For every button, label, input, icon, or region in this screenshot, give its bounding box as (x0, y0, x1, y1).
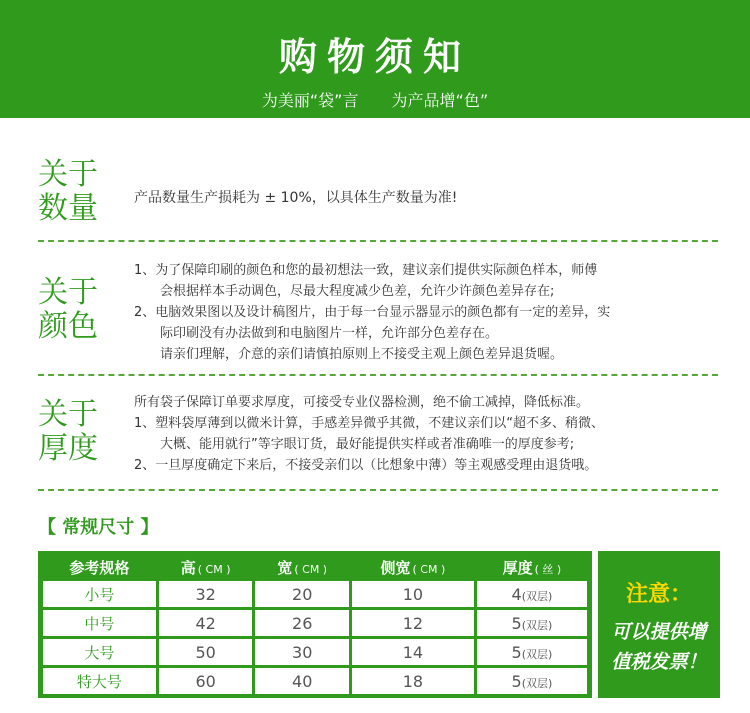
thickness-cell: 5(双层) (477, 668, 587, 694)
column-header: 厚度 ( 丝 ) (477, 556, 587, 578)
column-header: 参考规格 (43, 556, 156, 578)
table-row (43, 610, 587, 636)
side-width-cell: 12 (352, 610, 474, 636)
section-color (38, 258, 718, 366)
section-content (134, 392, 604, 476)
section-label-line: 厚度 (38, 431, 98, 466)
thickness-cell: 5(双层) (477, 610, 587, 636)
table-row (43, 668, 587, 694)
note-text (604, 617, 714, 677)
size-name: 小号 (43, 581, 156, 607)
invoice-note (598, 551, 720, 698)
content-line: 1、塑料袋厚薄到以微米计算，手感差异微乎其微，不建议亲们以“超不多、稍微、 (134, 416, 605, 431)
height-cell: 32 (159, 581, 253, 607)
size-name: 中号 (43, 610, 156, 636)
height-cell: 50 (159, 639, 253, 665)
table-header-row (43, 556, 587, 578)
section-label (38, 276, 118, 344)
section-thickness (38, 392, 718, 482)
divider (38, 240, 718, 242)
section-quantity (38, 158, 718, 224)
size-name: 大号 (43, 639, 156, 665)
section-label (38, 398, 118, 466)
width-cell: 26 (255, 610, 349, 636)
spec-title: 【 常规尺寸 】 (38, 517, 159, 538)
content-line: 所有袋子保障订单要求厚度，可接受专业仪器检测，绝不偷工减掉，降低标准。 (134, 395, 590, 410)
column-header: 高 ( CM ) (159, 556, 253, 578)
content-line: 会根据样本手动调色，尽最大程度减少色差，允许少许颜色差异存在; (160, 284, 555, 299)
size-name: 特大号 (43, 668, 156, 694)
subtitle-left: 为美丽“袋”言 (261, 91, 359, 110)
table-row (43, 581, 587, 607)
column-header: 侧宽 ( CM ) (352, 556, 474, 578)
content-line: 1、为了保障印刷的颜色和您的最初想法一致，建议亲们提供实际颜色样本，师傅 (134, 263, 598, 278)
section-content (134, 260, 610, 365)
page-subtitle (0, 88, 750, 111)
subtitle-right: 为产品增“色” (391, 91, 489, 110)
note-line: 可以提供增 (611, 621, 707, 643)
divider (38, 489, 718, 491)
divider (38, 374, 718, 376)
height-cell: 60 (159, 668, 253, 694)
section-label-line: 关于 (38, 397, 98, 432)
width-cell: 20 (255, 581, 349, 607)
content-line: 请亲们理解，介意的亲们请慎拍原则上不接受主观上颜色差异退货喔。 (160, 347, 564, 362)
height-cell: 42 (159, 610, 253, 636)
header-banner (0, 0, 750, 118)
content-line: 际印刷没有办法做到和电脑图片一样，允许部分色差存在。 (160, 326, 499, 341)
side-width-cell: 18 (352, 668, 474, 694)
section-label (38, 158, 118, 226)
section-label-line: 颜色 (38, 309, 98, 344)
note-title: 注意： (625, 582, 692, 607)
size-table-grid (40, 553, 590, 697)
size-table (38, 551, 592, 698)
side-width-cell: 10 (352, 581, 474, 607)
content-line: 大概、能用就行”等字眼订货，最好能提供实样或者准确唯一的厚度参考; (160, 437, 575, 452)
content-line: 2、电脑效果图以及设计稿图片，由于每一台显示器显示的颜色都有一定的差异，实 (134, 305, 611, 320)
page-title: 购物须知 (278, 35, 471, 79)
table-row (43, 639, 587, 665)
section-content (134, 188, 457, 209)
section-label-line: 数量 (38, 191, 98, 226)
content-line: 产品数量生产损耗为 ± 10%，以具体生产数量为准! (134, 190, 458, 206)
section-label-line: 关于 (38, 275, 98, 310)
note-line: 值税发票！ (611, 651, 707, 673)
width-cell: 30 (255, 639, 349, 665)
side-width-cell: 14 (352, 639, 474, 665)
content-line: 2、一旦厚度确定下来后，不接受亲们以（比想象中薄）等主观感受理由退货哦。 (134, 458, 598, 473)
thickness-cell: 4(双层) (477, 581, 587, 607)
column-header: 宽 ( CM ) (255, 556, 349, 578)
width-cell: 40 (255, 668, 349, 694)
thickness-cell: 5(双层) (477, 639, 587, 665)
section-label-line: 关于 (38, 157, 98, 192)
